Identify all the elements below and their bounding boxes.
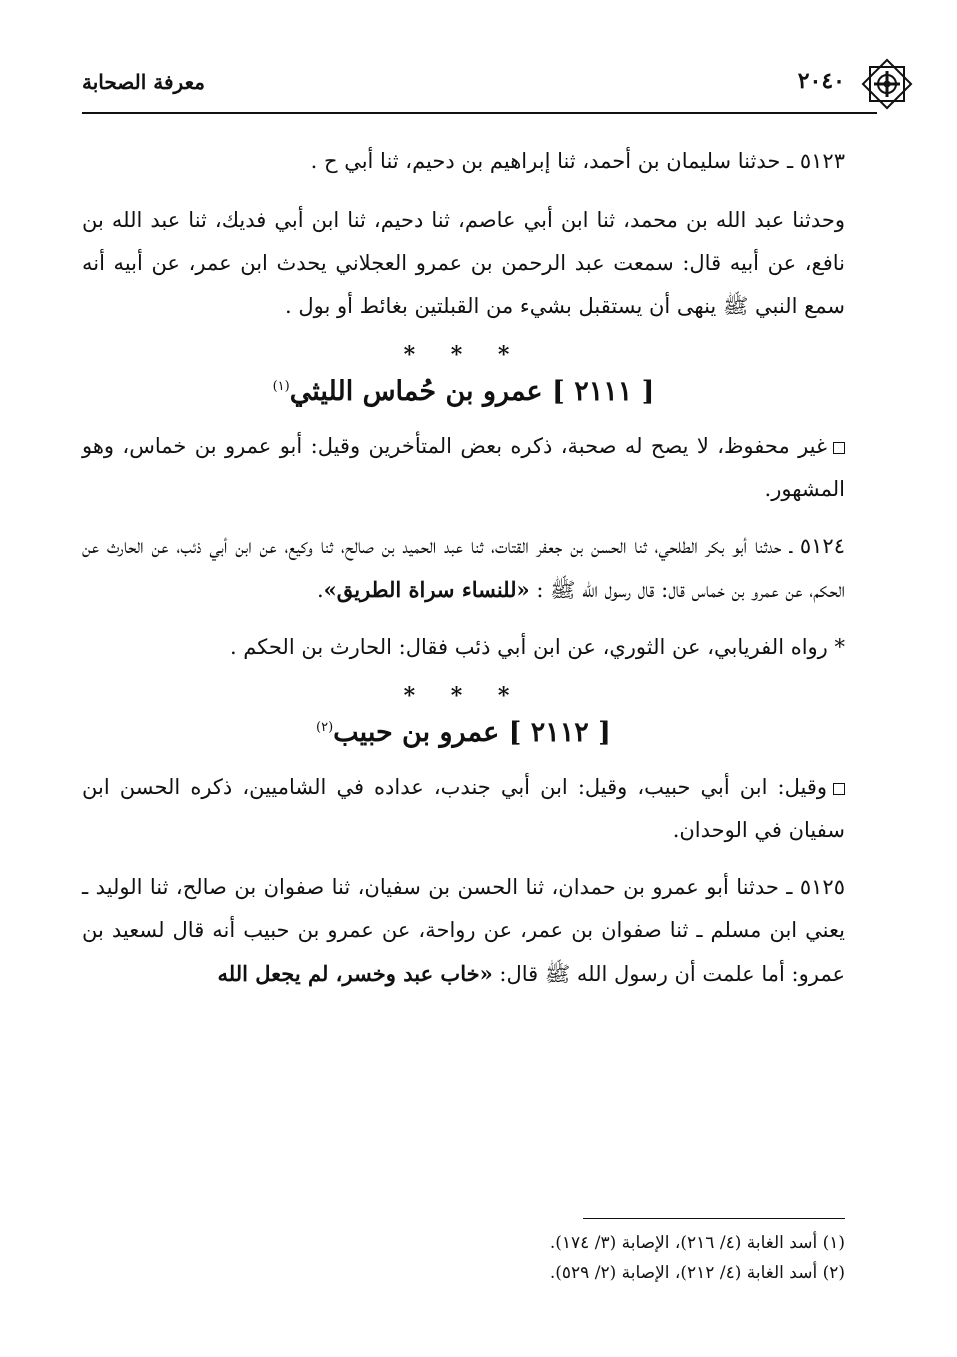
entry-heading-2112 — [82, 717, 845, 748]
running-title: معرفة الصحابة — [82, 70, 205, 94]
entry-note-text: وقيل: ابن أبي حبيب، وقيل: ابن أبي جندب، عداده في الشاميين، ذكره الحسن ابن سفيان في الوحدان. — [82, 775, 845, 842]
hadith-5123-chain: وحدثنا عبد الله بن محمد، ثنا ابن أبي عاصم، ثنا دحيم، ثنا ابن أبي فديك، ثنا عبد الله بن نافع، عن أبيه قال: سمعت عبد الرحمن بن عمرو العجلاني يحدث ابن عمر، عن أبيه أنه سمع النبي ﷺ ينهى أن يستقبل بشيء من القبلتين بغائط أو بول . — [82, 208, 845, 318]
section-divider: * * * — [403, 683, 524, 709]
main-text — [82, 140, 845, 1010]
octagram-ornament-icon — [861, 58, 913, 110]
entry-note — [82, 766, 845, 852]
hadith-5125 — [82, 866, 845, 996]
entry-heading-2111 — [82, 376, 845, 407]
footnote-rule — [583, 1218, 845, 1219]
hadith-text: ٥١٢٤ ـ حدثنا أبو بكر الطلحي، ثنا الحسن بن جعفر القتات، ثنا عبد الحميد بن صالح، ثنا وكيع، عن ابن أبي ذئب، عن الحارث عن الحكم، عن عمرو بن خماس قال: قال رسول الله ﷺ : — [82, 534, 845, 602]
footnote-ref: (٢) — [316, 720, 334, 735]
hadith-end: . — [316, 578, 324, 602]
hadith-5123: ٥١٢٣ ـ حدثنا سليمان بن أحمد، ثنا إبراهيم بن دحيم، ثنا أبي ح . — [310, 149, 845, 173]
entry-note-text: غير محفوظ، لا يصح له صحبة، ذكره بعض المتأخرين وقيل: أبو عمرو بن خماس، وهو المشهور. — [82, 434, 845, 501]
square-marker-icon — [833, 442, 845, 454]
page-number: ٢٠٤٠ — [797, 68, 845, 94]
hadith-5124 — [82, 525, 845, 612]
entry-title: [ ٢١١١ ] عمرو بن حُماس الليثي — [289, 376, 655, 407]
entry-note — [82, 425, 845, 511]
page-header — [82, 58, 877, 110]
section-divider: * * * — [403, 342, 524, 368]
entry-title: [ ٢١١٢ ] عمرو بن حبيب — [333, 717, 611, 748]
hadith-text: ٥١٢٥ ـ حدثنا أبو عمرو بن حمدان، ثنا الحسن بن سفيان، ثنا صفوان بن صالح، ثنا الوليد ـ يعني ابن مسلم ـ ثنا صفوان بن عمر، عن رواحة، عن عمرو بن حبيب أنه قال لسعيد بن عمرو: أما علمت أن رسول الله ﷺ قال: — [82, 875, 845, 986]
narration-note: * رواه الفريابي، عن الثوري، عن ابن أبي ذئب فقال: الحارث بن الحكم . — [229, 635, 845, 659]
hadith-quote: «للنساء سراة الطريق» — [323, 577, 530, 602]
header-rule — [82, 112, 877, 114]
footnote-item: (٢) أسد الغابة (٤/ ٢١٢)، الإصابة (٢/ ٥٢٩). — [549, 1263, 845, 1283]
footnote-ref: (١) — [272, 379, 290, 394]
footnotes — [82, 1228, 845, 1288]
footnote-item: (١) أسد الغابة (٤/ ٢١٦)، الإصابة (٣/ ١٧٤). — [549, 1233, 845, 1253]
square-marker-icon — [833, 783, 845, 795]
hadith-quote: «خاب عبد وخسر، لم يجعل الله — [217, 961, 493, 986]
